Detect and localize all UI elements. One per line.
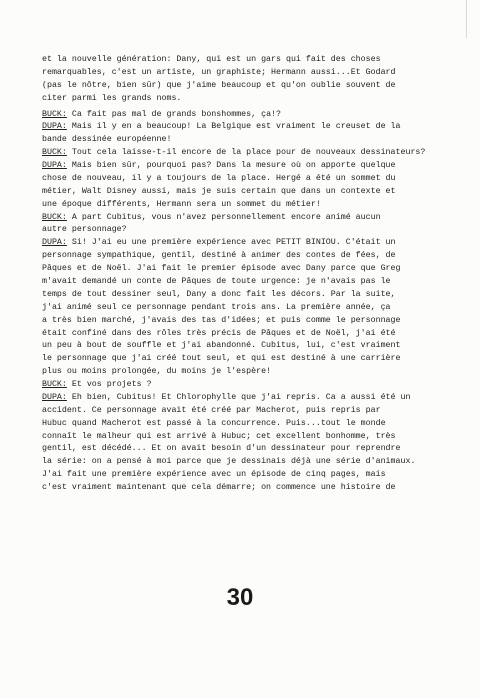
line-text: a très bien marché, j'avais des tas d'idées; et puis comme le personnage (42, 315, 401, 325)
text-line (42, 94, 181, 104)
text-line (42, 238, 396, 248)
text-line (42, 110, 281, 120)
line-text: le personnage que j'ai créé tout seul, et qui est destiné à une carrière (42, 354, 401, 364)
text-line (42, 444, 400, 454)
text-line (42, 225, 127, 235)
text-line (42, 329, 396, 339)
speaker-label: BUCK: (42, 109, 67, 119)
line-text: autre personnage? (42, 225, 127, 235)
line-text: Mais bien sûr, pourquoi pas? Dans la mesure où on apporte quelque (66, 161, 396, 170)
speaker-label: DUPA: (42, 238, 67, 248)
line-text: un peu à bout de souffle et j'ai abandonné. Cubitus, lui, c'est vraiment (42, 341, 401, 351)
text-line (42, 432, 396, 442)
speaker-label: BUCK: (42, 212, 67, 222)
line-text: Eh bien, Cubitus! Et Chlorophylle que j'ai repris. Ca a aussi été un (66, 392, 411, 402)
line-text: gentil, est décédé... Et on avait besoin d'un dessinateur pour reprendre (42, 444, 401, 454)
text-line (42, 341, 400, 351)
text-line (42, 354, 400, 364)
line-text: Tout cela laisse-t-il encore de la place pour de nouveaux dessinateurs? (66, 148, 426, 158)
speaker-label: BUCK: (42, 148, 67, 158)
text-line (42, 264, 400, 274)
text-line (42, 135, 171, 145)
line-text: Et vos projets ? (66, 380, 152, 389)
text-line (42, 122, 401, 132)
line-text: Pâques et de Noël. J'ai fait le premier épisode avec Dany parce que Greg (42, 264, 401, 274)
line-text: c'est vraiment maintenant que cela démarre; on commence une histoire de (42, 483, 396, 492)
line-text: accident. Ce personnage avait été créé par Macherot, puis repris par (42, 405, 381, 415)
line-text: temps de tout dessiner seul, Dany a donc fait les décors. Par la suite, (42, 289, 396, 299)
speaker-label: DUPA: (42, 161, 67, 170)
line-text: une époque différents, Hermann sera un sommet du métier! (42, 199, 321, 209)
text-line (42, 55, 381, 65)
text-line (42, 277, 391, 287)
line-text: bande dessinée européenne! (42, 135, 172, 145)
line-text: A part Cubitus, vous n'avez personnellement encore animé aucun (66, 212, 381, 222)
text-line (42, 470, 386, 480)
text-line (42, 213, 381, 223)
text-line (42, 187, 396, 197)
line-text: chose de nouveau, il y a toujours de la place. Hergé a été un sommet du (42, 173, 396, 183)
line-text: la série: on a pensé à moi parce que je dessinais déjà une série d'animaux. (42, 457, 416, 467)
line-text: personnage sympathique, gentil, destiné à animer des contes de fées, de (42, 251, 396, 261)
text-line (42, 68, 396, 78)
line-text: Mais il y en a beaucoup! La Belgique est vraiment le creuset de la (66, 122, 401, 132)
text-line (42, 161, 396, 171)
text-line (42, 81, 396, 91)
text-line (42, 316, 400, 326)
speaker-label: BUCK: (42, 380, 67, 389)
text-line (42, 174, 396, 184)
text-line (42, 380, 152, 390)
text-line (42, 367, 271, 377)
line-text: connaît le malheur qui est arrivé à Hubuc; cet excellent bonhomme, très (42, 431, 396, 441)
line-text: m'avait demandé un conte de Pâques de toute urgence: je n'avais pas le (42, 277, 391, 286)
speaker-label: DUPA: (42, 122, 67, 132)
text-line (42, 303, 391, 313)
line-text: (pas le nôtre, bien sûr) que j'aime beaucoup et qu'on oublie souvent de (42, 80, 396, 90)
line-text: Si! J'ai eu une première expérience avec PETIT BINIOU. C'était un (66, 238, 396, 248)
text-line (42, 393, 410, 403)
line-text: J'ai fait une première expérience avec un épisode de cinq pages, mais (42, 470, 386, 480)
line-text: plus ou moins prolongée, du moins je l'espère! (42, 367, 272, 377)
line-text: citer parmi les grands noms. (42, 93, 182, 103)
speaker-label: DUPA: (42, 392, 67, 402)
line-text: Ca fait pas mal de grands bonshommes, ça!? (66, 109, 282, 119)
line-text: Hubuc quand Macherot est passé à la concurrence. Puis...tout le monde (42, 418, 386, 428)
text-line (42, 457, 415, 467)
text-line (42, 148, 425, 158)
text-line (42, 406, 381, 416)
text-line (42, 483, 396, 493)
line-text: métier, Walt Disney aussi, mais je suis certain que dans un contexte et (42, 186, 396, 196)
text-line (42, 200, 321, 210)
text-line (42, 419, 386, 429)
line-text: remarquables, c'est un artiste, un graphiste; Hermann aussi...Et Godard (42, 67, 396, 77)
line-text: j'ai animé seul ce personnage pendant trois ans. La première année, ça (42, 302, 391, 312)
line-text: et la nouvelle génération: Dany, qui est un gars qui fait des choses (42, 55, 381, 64)
page-number: 30 (226, 584, 254, 611)
text-line (42, 251, 396, 261)
page-edge-mark (466, 0, 467, 38)
text-line (42, 290, 396, 300)
line-text: était confiné dans des rôles très précis de Pâques et de Noël, j'ai été (42, 328, 396, 338)
